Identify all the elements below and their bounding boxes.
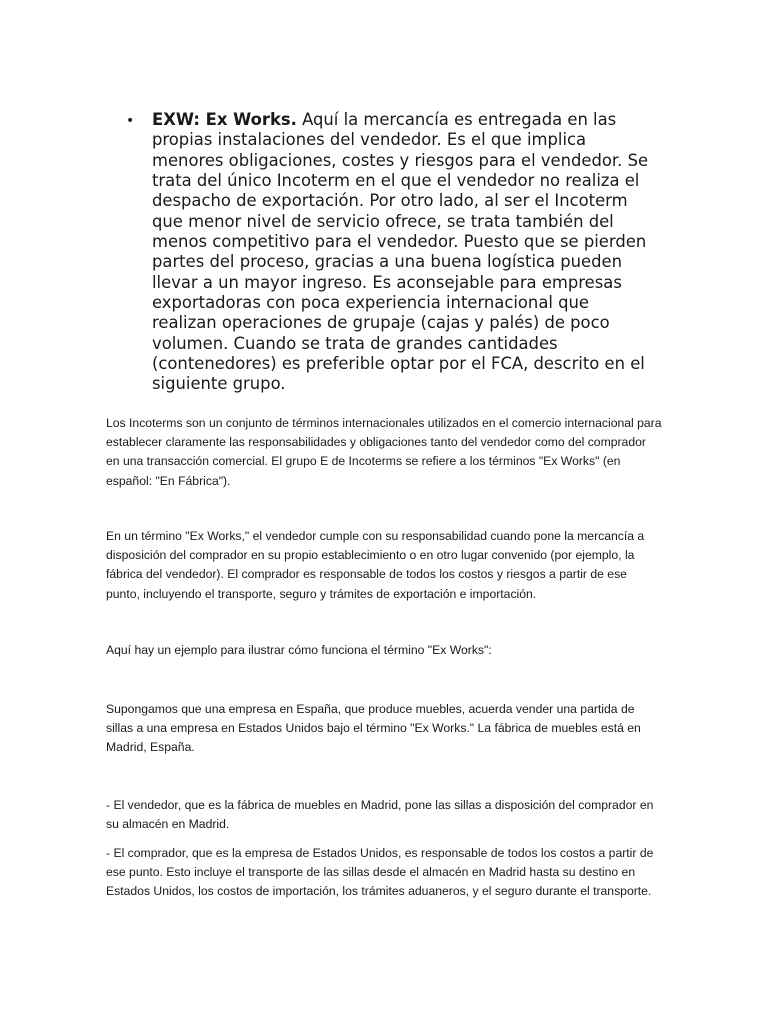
- paragraph-example-scenario: Supongamos que una empresa en España, que produce muebles, acuerda vender una partida de sillas a una empresa en Estados Unidos bajo el término "Ex Works." La fábrica de muebles está en Madrid, España.: [106, 702, 641, 755]
- paragraph-buyer-role: - El comprador, que es la empresa de Estados Unidos, es responsable de todos los costos a partir de ese punto. Esto incluye el transporte de las sillas desde el almacén en Madrid hasta su destino en Estados Unidos, los costos de importación, los trámites aduaneros, y el seguro durante el transporte.: [106, 846, 654, 899]
- bullet-description: Aquí la mercancía es entregada en las propias instalaciones del vendedor. Es el que implica menores obligaciones, costes y riesgos para el vendedor. Se trata del único Incoterm en el que el vendedor no realiza el despacho de exportación. Por otro lado, al ser el Incoterm que menor nivel de servicio ofrece, se trata también del menos competitivo para el vendedor. Puesto que se pierden partes del proceso, gracias a una buena logística pueden llevar a un mayor ingreso. Es aconsejable para empresas exportadoras con poca experiencia internacional que realizan operaciones de grupaje (cajas y palés) de poco volumen. Cuando se trata de grandes cantidades (contenedores) es preferible optar por el FCA, descrito en el siguiente grupo.: [152, 110, 649, 394]
- bullet-text: [152, 110, 656, 395]
- paragraph-example-intro: Aquí hay un ejemplo para ilustrar cómo funciona el término "Ex Works":: [106, 643, 492, 657]
- bullet-marker: •: [126, 113, 135, 129]
- bullet-item-exw: [126, 110, 656, 395]
- paragraph-seller-role: - El vendedor, que es la fábrica de muebles en Madrid, pone las sillas a disposición del comprador en su almacén en Madrid.: [106, 798, 654, 832]
- paragraph-ex-works-definition: En un término "Ex Works," el vendedor cumple con su responsabilidad cuando pone la mercancía a disposición del comprador en su propio establecimiento o en otro lugar convenido (por ejemplo, la fábrica del vendedor). El comprador es responsable de todos los costos y riesgos a partir de ese punto, incluyendo el transporte, seguro y trámites de exportación e importación.: [106, 529, 645, 601]
- paragraph-incoterms-intro: Los Incoterms son un conjunto de términos internacionales utilizados en el comercio internacional para establecer claramente las responsabilidades y obligaciones tanto del vendedor como del comprador en una transacción comercial. El grupo E de Incoterms se refiere a los términos "Ex Works" (en español: "En Fábrica").: [106, 416, 662, 488]
- bullet-term: EXW: Ex Works.: [152, 110, 297, 129]
